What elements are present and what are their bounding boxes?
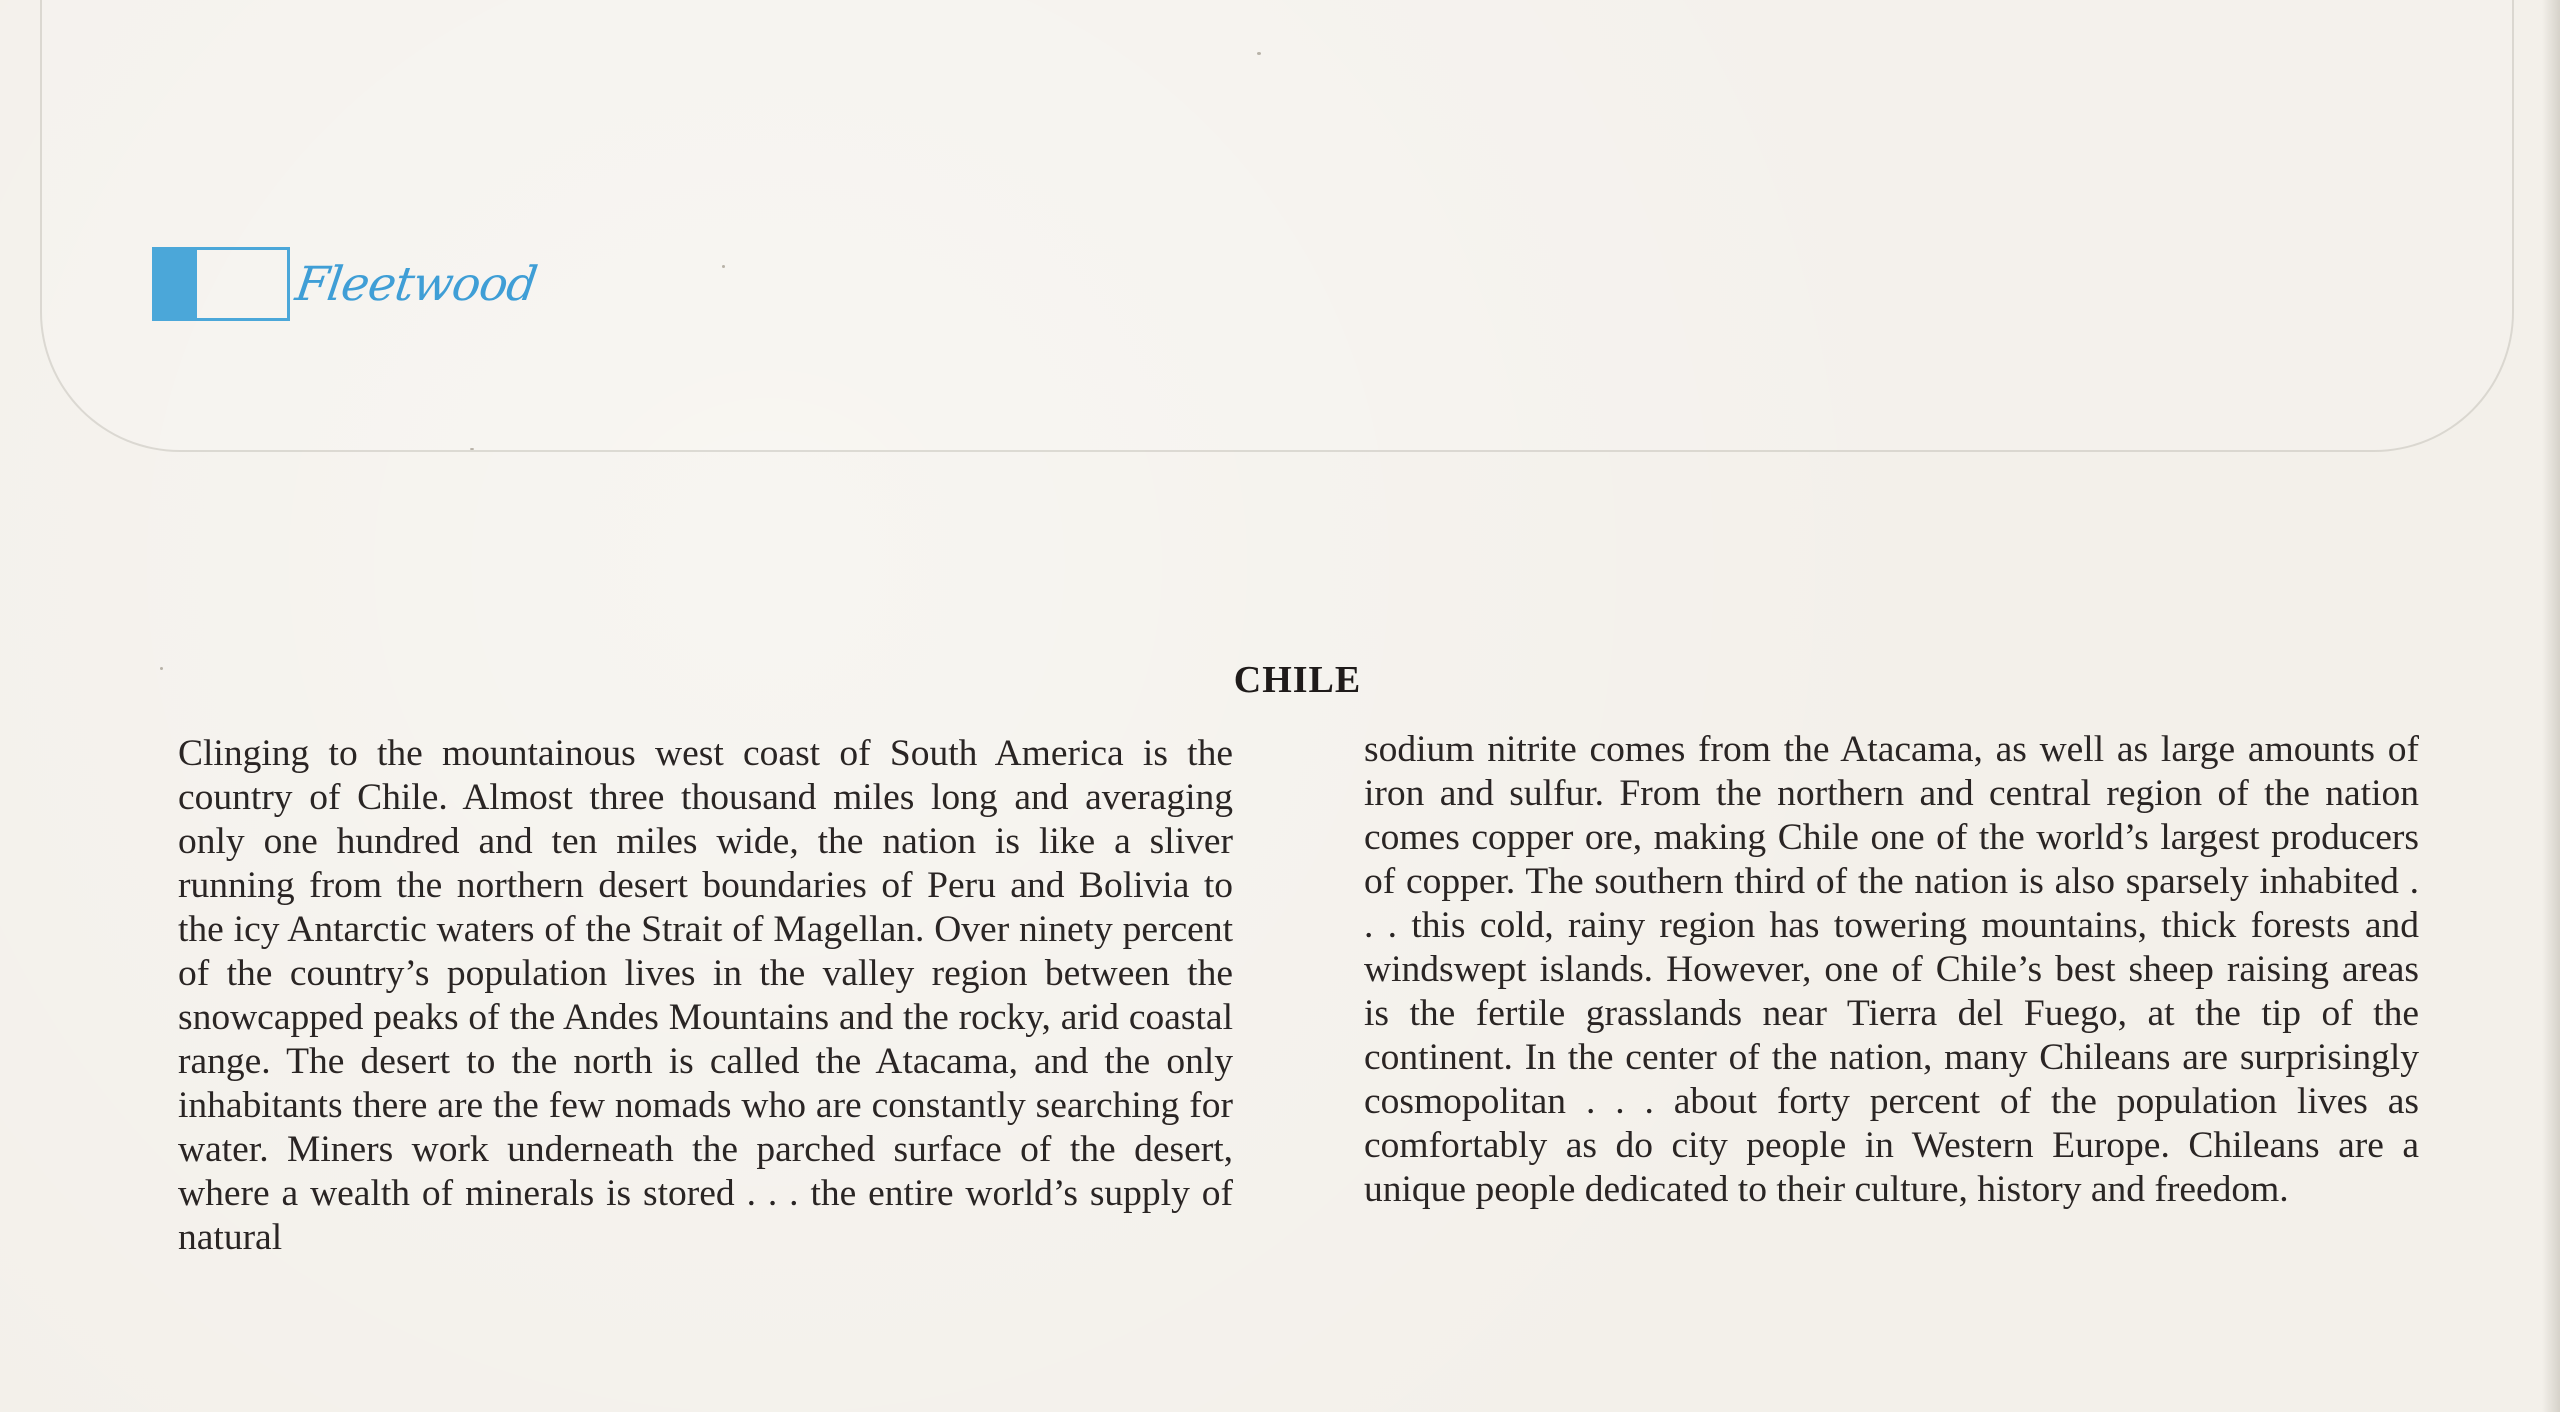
- logo-box-icon: [152, 247, 290, 321]
- article-column-left: Clinging to the mountainous west coast of South America is the country of Chile. Almost three thousand miles long and averaging only one hundred and ten miles wide, the nation is like a sliver running from the northern desert boundaries of Peru and Bolivia to the icy Antarctic waters of the Strait of Magellan. Over ninety percent of the country’s population lives in the valley region between the snowcapped peaks of the Andes Mountains and the rocky, arid coastal range. The desert to the north is called the Atacama, and the only inhabitants there are the few nomads who are constantly searching for water. Miners work underneath the parched surface of the desert, where a wealth of minerals is stored . . . the entire world’s supply of natural: [178, 733, 1233, 1258]
- article-title: CHILE: [1233, 659, 1362, 701]
- logo-text: Fleetwood: [292, 256, 540, 312]
- paper-speck: [722, 265, 725, 268]
- paper-speck: [470, 448, 474, 450]
- paper-speck: [1257, 52, 1261, 55]
- logo-fill: [155, 250, 197, 318]
- fleetwood-logo: [152, 247, 540, 321]
- article-column-right: sodium nitrite comes from the Atacama, as well as large amounts of iron and sulfur. From the northern and central region of the nation comes copper ore, making Chile one of the world’s largest producers of copper. The southern third of the nation is also sparsely inhabited . . . this cold, rainy region has towering mountains, thick forests and windswept islands. However, one of Chile’s best sheep raising areas is the fertile grasslands near Tierra del Fuego, at the tip of the continent. In the center of the nation, many Chileans are surprisingly cosmopolitan . . . about forty percent of the population lives as comfortably as do city people in Western Europe. Chileans are a unique people dedicated to their culture, history and freedom.: [1364, 729, 2419, 1210]
- envelope-edge: [2542, 0, 2560, 1412]
- envelope-flap: [40, 0, 2514, 452]
